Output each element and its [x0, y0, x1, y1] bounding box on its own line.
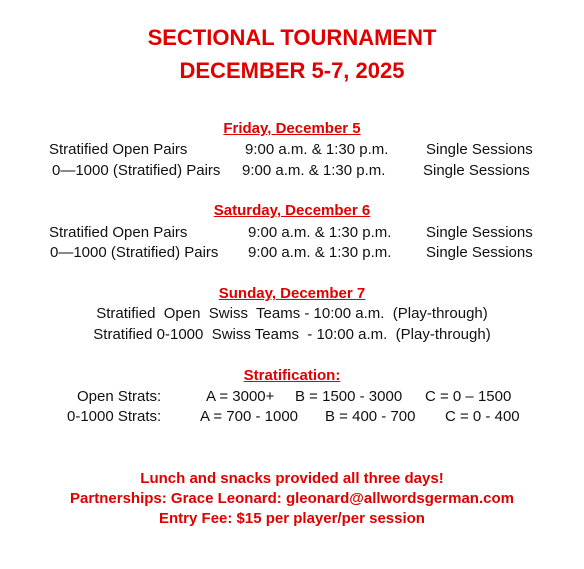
- event-session: Single Sessions: [426, 244, 533, 261]
- sunday-event-line: Stratified 0-1000 Swiss Teams - 10:00 a.m. (Play-through): [93, 326, 491, 343]
- event-name: 0—1000 (Stratified) Pairs: [52, 162, 221, 179]
- event-time: 9:00 a.m. & 1:30 p.m.: [242, 162, 386, 179]
- sunday-heading: Sunday, December 7: [218, 285, 366, 302]
- title-line-1: SECTIONAL TOURNAMENT: [147, 25, 437, 50]
- strat-c: C = 0 – 1500: [425, 388, 512, 405]
- strat-label: Open Strats:: [77, 388, 162, 405]
- lunch-note: Lunch and snacks provided all three days!: [140, 470, 444, 487]
- event-time: 9:00 a.m. & 1:30 p.m.: [245, 141, 389, 158]
- strat-a: A = 700 - 1000: [200, 408, 298, 425]
- strat-c: C = 0 - 400: [445, 408, 520, 425]
- friday-heading: Friday, December 5: [223, 120, 361, 137]
- entry-fee: Entry Fee: $15 per player/per session: [159, 510, 425, 527]
- schedule-row: [0, 244, 584, 264]
- event-session: Single Sessions: [423, 162, 530, 179]
- saturday-heading: Saturday, December 6: [213, 202, 371, 219]
- schedule-row: [0, 162, 584, 182]
- strat-b: B = 1500 - 3000: [295, 388, 403, 405]
- strat-a: A = 3000+: [206, 388, 275, 405]
- sunday-event-line: Stratified Open Swiss Teams - 10:00 a.m. (Play-through): [96, 305, 488, 322]
- event-time: 9:00 a.m. & 1:30 p.m.: [248, 224, 392, 241]
- strat-row: [0, 388, 584, 408]
- title-line-2: DECEMBER 5-7, 2025: [179, 58, 405, 83]
- event-name: Stratified Open Pairs: [49, 141, 188, 158]
- schedule-row: [0, 141, 584, 161]
- stratification-heading: Stratification:: [243, 367, 341, 384]
- strat-row: [0, 408, 584, 428]
- strat-b: B = 400 - 700: [325, 408, 416, 425]
- event-time: 9:00 a.m. & 1:30 p.m.: [248, 244, 392, 261]
- event-name: 0—1000 (Stratified) Pairs: [50, 244, 219, 261]
- event-session: Single Sessions: [426, 224, 533, 241]
- strat-label: 0-1000 Strats:: [67, 408, 162, 425]
- schedule-row: [0, 224, 584, 244]
- event-name: Stratified Open Pairs: [49, 224, 188, 241]
- event-session: Single Sessions: [426, 141, 533, 158]
- partnerships-contact: Partnerships: Grace Leonard: gleonard@allwordsgerman.com: [70, 490, 514, 507]
